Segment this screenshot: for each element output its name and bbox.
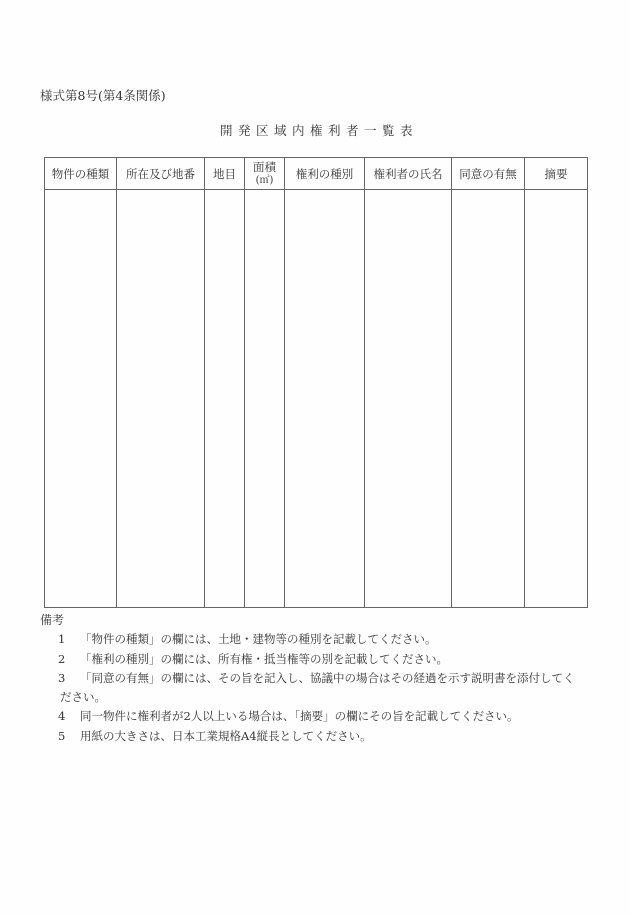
note-item [40,669,606,708]
column-header-location: 所在及び地番 [117,158,205,190]
area-label: 面積 [253,159,276,174]
table-header-row [45,158,588,190]
form-number-label: 様式第8号(第4条関係) [40,88,166,103]
table-row [45,190,588,608]
note-text: 「同意の有無」の欄には、その旨を記入し、協議中の場合はその経過を示す説明書を添付してく [80,670,575,685]
cell-land-category[interactable] [205,190,245,608]
rights-holder-table [44,157,588,608]
note-item [40,727,606,746]
column-header-right-type: 権利の種別 [285,158,365,190]
cell-consent[interactable] [452,190,525,608]
cell-remarks[interactable] [525,190,588,608]
area-unit: (㎡) [255,174,274,186]
note-item [40,630,606,649]
note-item [40,650,606,669]
note-text: 「権利の種別」の欄には、所有権・抵当権等の別を記載してください。 [80,651,448,666]
column-header-area [245,158,285,190]
cell-holder-name[interactable] [365,190,452,608]
column-header-land-category: 地目 [205,158,245,190]
column-header-remarks: 摘要 [525,158,588,190]
cell-location[interactable] [117,190,205,608]
cell-right-type[interactable] [285,190,365,608]
note-text-continuation: ださい。 [60,690,106,705]
note-number: 4 [58,709,66,724]
note-text: 用紙の大きさは、日本工業規格A4縦長としてください。 [80,728,372,743]
cell-property-type[interactable] [45,190,117,608]
note-text: 同一物件に権利者が2人以上いる場合は、「摘要」の欄にその旨を記載してください。 [80,709,519,724]
note-number: 2 [58,651,66,666]
note-item [40,707,606,726]
column-header-property-type: 物件の種類 [45,158,117,190]
note-number: 1 [58,632,66,647]
note-number: 3 [58,670,66,685]
notes-section [40,611,606,746]
column-header-holder-name: 権利者の氏名 [365,158,452,190]
note-text: 「物件の種類」の欄には、土地・建物等の種別を記載してください。 [80,632,437,647]
column-header-consent: 同意の有無 [452,158,525,190]
note-number: 5 [58,728,66,743]
notes-heading: 備考 [40,613,65,627]
document-title: 開発区域内権利者一覧表 [219,123,418,138]
cell-area[interactable] [245,190,285,608]
